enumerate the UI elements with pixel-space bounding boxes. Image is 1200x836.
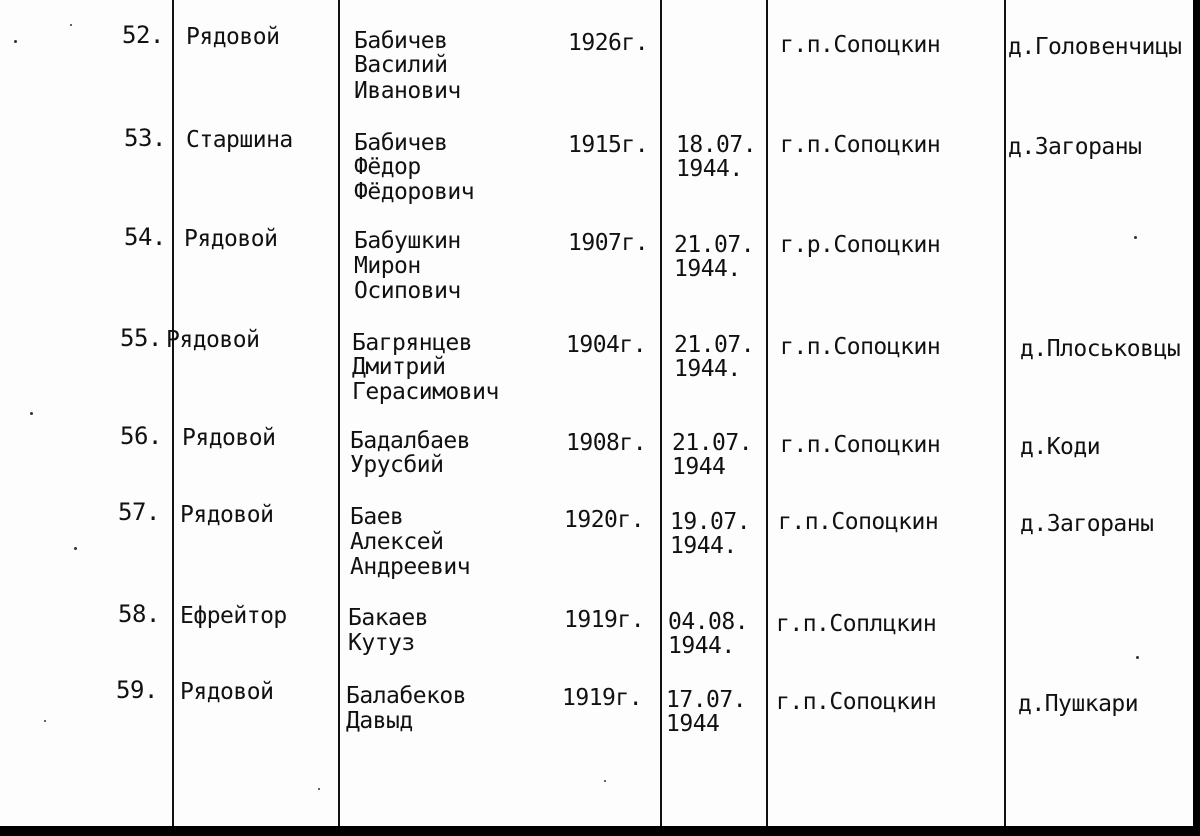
given-name: Мирон	[354, 253, 421, 279]
scan-border-bottom	[0, 826, 1200, 836]
scan-noise-speck	[1136, 656, 1139, 659]
birth-year: 1926г.	[568, 30, 649, 56]
origin-village: д.Пушкари	[1018, 691, 1139, 717]
origin-village: д.Головенчицы	[1008, 34, 1182, 60]
birth-year: 1919г.	[562, 685, 643, 711]
origin-village: д.Плоськовцы	[1020, 336, 1181, 362]
death-date: 19.07.	[670, 509, 751, 535]
death-year: 1944.	[670, 533, 737, 559]
given-name: Фёдор	[354, 154, 421, 180]
scan-noise-speck	[318, 788, 320, 790]
death-year: 1944	[666, 711, 720, 737]
surname: Баев	[350, 504, 404, 530]
rank: Ефрейтор	[180, 603, 287, 629]
scan-noise-speck	[604, 780, 606, 782]
scan-noise-speck	[14, 40, 17, 43]
given-name: Кутуз	[348, 630, 415, 656]
rank: Рядовой	[166, 327, 260, 353]
surname: Бабичев	[354, 130, 448, 156]
birth-year: 1907г.	[568, 230, 649, 256]
rank: Рядовой	[184, 226, 278, 252]
origin-village: д.Загораны	[1008, 134, 1142, 160]
rank: Рядовой	[182, 425, 276, 451]
origin-village: д.Загораны	[1020, 511, 1154, 537]
death-year: 1944	[672, 454, 726, 480]
birth-year: 1908г.	[566, 430, 647, 456]
burial-place: г.р.Сопоцкин	[780, 232, 941, 258]
scan-noise-speck	[1134, 236, 1137, 239]
scan-noise-speck	[30, 412, 33, 415]
patronymic: Герасимович	[352, 379, 499, 405]
origin-village: д.Коди	[1020, 434, 1101, 460]
row-number: 54.	[124, 223, 166, 251]
given-name: Алексей	[350, 529, 444, 555]
scan-noise-speck	[70, 24, 72, 26]
row-number: 58.	[118, 600, 160, 628]
rank: Рядовой	[180, 679, 274, 705]
row-number: 55.	[120, 324, 162, 352]
birth-year: 1920г.	[564, 507, 645, 533]
burial-place: г.п.Сопоцкин	[780, 132, 941, 158]
given-name: Давыд	[346, 708, 413, 734]
burial-place: г.п.Сопоцкин	[778, 509, 939, 535]
row-number: 56.	[120, 422, 162, 450]
surname: Бадалбаев	[350, 428, 471, 454]
death-year: 1944.	[668, 633, 735, 659]
death-date: 18.07.	[676, 132, 757, 158]
surname: Бакаев	[348, 605, 429, 631]
patronymic: Фёдорович	[354, 179, 475, 205]
column-divider	[172, 0, 174, 826]
surname: Багрянцев	[352, 330, 473, 356]
scan-noise-speck	[44, 720, 46, 722]
burial-place: г.п.Сопоцкин	[780, 432, 941, 458]
scan-noise-speck	[74, 547, 77, 550]
death-date: 21.07.	[674, 332, 755, 358]
rank: Рядовой	[180, 502, 274, 528]
burial-place: г.п.Сопоцкин	[776, 689, 937, 715]
rank: Рядовой	[186, 24, 280, 50]
given-name: Василий	[354, 52, 448, 78]
column-divider	[660, 0, 662, 826]
burial-place: г.п.Соплцкин	[776, 611, 937, 637]
patronymic: Андреевич	[350, 554, 471, 580]
birth-year: 1919г.	[564, 607, 645, 633]
column-divider	[1004, 0, 1006, 826]
row-number: 57.	[118, 498, 160, 526]
rank: Старшина	[186, 127, 293, 153]
death-year: 1944.	[674, 356, 741, 382]
death-date: 21.07.	[672, 430, 753, 456]
patronymic: Иванович	[354, 78, 461, 104]
burial-place: г.п.Сопоцкин	[780, 334, 941, 360]
birth-year: 1915г.	[568, 132, 649, 158]
scan-border-right	[1193, 0, 1200, 836]
row-number: 52.	[122, 21, 164, 49]
row-number: 53.	[124, 124, 166, 152]
death-date: 21.07.	[674, 232, 755, 258]
column-divider	[338, 0, 340, 826]
given-name: Дмитрий	[352, 354, 446, 380]
given-name: Урусбий	[350, 452, 444, 478]
patronymic: Осипович	[354, 278, 461, 304]
death-year: 1944.	[674, 256, 741, 282]
burial-place: г.п.Сопоцкин	[780, 32, 941, 58]
death-date: 17.07.	[666, 687, 747, 713]
birth-year: 1904г.	[566, 332, 647, 358]
row-number: 59.	[116, 676, 158, 704]
death-year: 1944.	[676, 156, 743, 182]
surname: Бабичев	[354, 28, 448, 54]
surname: Балабеков	[346, 683, 467, 709]
surname: Бабушкин	[354, 228, 461, 254]
column-divider	[766, 0, 768, 826]
death-date: 04.08.	[668, 609, 749, 635]
